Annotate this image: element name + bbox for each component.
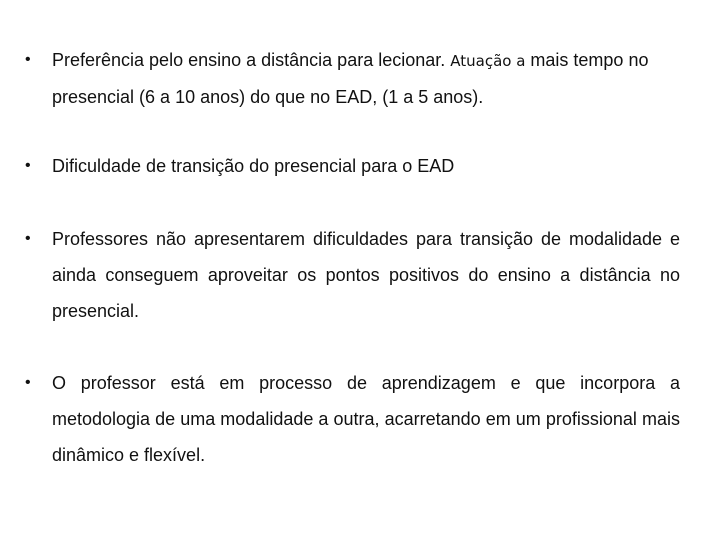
- bullet-text-part: Preferência pelo ensino a distância para lecionar.: [52, 50, 451, 70]
- bullet-text: O professor está em processo de aprendizagem e que incorpora a metodologia de uma modalidade a outra, acarretando em um profissional mais dinâmico e flexível.: [52, 373, 680, 465]
- bullet-item: [25, 221, 680, 329]
- bullet-item: [25, 148, 680, 184]
- bullet-dot: •: [25, 157, 31, 174]
- bullet-dot: •: [25, 374, 31, 391]
- bullet-text-part: mais tempo no presencial (6 a 10 anos) do que no EAD, (1 a 5 anos).: [52, 50, 649, 107]
- bullet-text-inline: Atuação a: [450, 52, 526, 70]
- bullet-text: Professores não apresentarem dificuldades para transição de modalidade e ainda conseguem aproveitar os pontos positivos do ensino a distância no presencial.: [52, 229, 680, 321]
- bullet-text: Dificuldade de transição do presencial para o EAD: [52, 156, 455, 176]
- bullet-item: [25, 42, 680, 115]
- bullet-text: [52, 42, 680, 115]
- bullet-dot: •: [25, 230, 31, 247]
- bullet-item: [25, 365, 680, 473]
- bullet-dot: •: [25, 51, 31, 68]
